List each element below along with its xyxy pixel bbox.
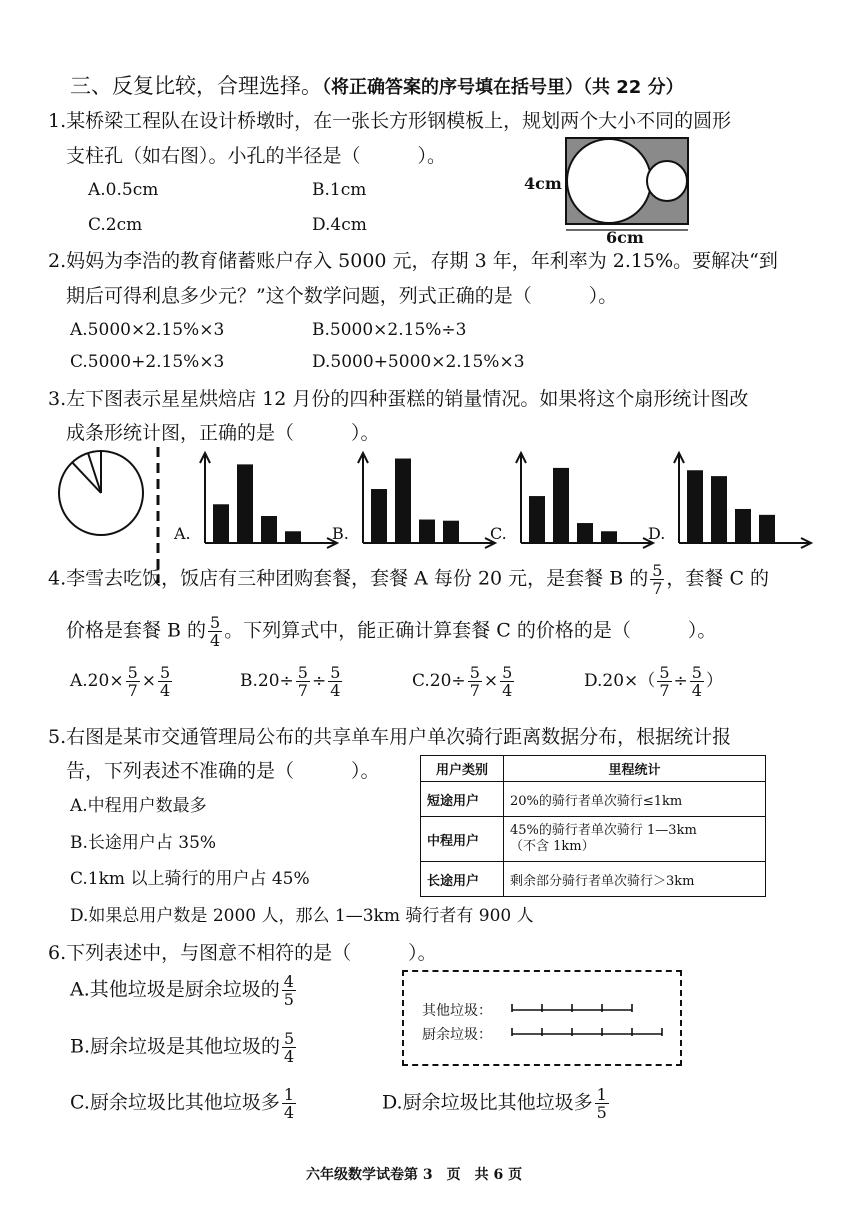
q2-line1: 2.妈妈为李浩的教育储蓄账户存入 5000 元，存期 3 年，年利率为 2.15%。要解决“到 <box>48 250 778 272</box>
q4-line2-text: 价格是套餐 B 的 <box>66 619 207 642</box>
q2-option-b[interactable]: B.5000×2.15%÷3 <box>312 320 467 340</box>
table-header-row <box>421 756 766 782</box>
q5-option-d[interactable]: D.如果总用户数是 2000 人，那么 1—3km 骑行者有 900 人 <box>70 906 534 926</box>
q6-option-d[interactable]: D.厨余垃圾比其他垃圾多 $\frac{1}{5}$ <box>382 1085 607 1122</box>
q1-option-c[interactable]: C.2cm <box>88 215 143 235</box>
table-header-mileage: 里程统计 <box>504 756 766 782</box>
q6-segment-diagram <box>402 970 682 1066</box>
q4-line1-text: 4.李雪去吃饭，饭店有三种团购套餐，套餐 A 每份 20 元，是套餐 B 的 <box>48 567 649 590</box>
q5-option-c[interactable]: C.1km 以上骑行的用户占 45% <box>70 869 310 889</box>
section-heading <box>70 70 684 100</box>
section-title: 三、反复比较，合理选择。 <box>70 74 322 98</box>
bar <box>261 516 277 543</box>
q5-option-b[interactable]: B.长途用户占 35% <box>70 833 217 853</box>
table-row: 中程用户 45%的骑行者单次骑行 1—3km （不含 1km） <box>421 817 766 862</box>
q1-option-d[interactable]: D.4cm <box>312 215 367 235</box>
q4-line2 <box>66 614 716 649</box>
bar <box>443 521 459 543</box>
q1-fig-height-label: 4cm <box>524 174 562 193</box>
bar <box>759 515 775 543</box>
q2-option-d[interactable]: D.5000+5000×2.15%×3 <box>312 352 525 372</box>
bar <box>735 509 751 543</box>
q5-stats-table <box>420 755 766 897</box>
bar <box>237 464 253 543</box>
q6-option-a[interactable]: A.其他垃圾是厨余垃圾的 $\frac{4}{5}$ <box>70 972 294 1009</box>
q2-line2: 期后可得利息多少元？”这个数学问题，列式正确的是（ ）。 <box>66 285 618 307</box>
q6-option-c[interactable]: C.厨余垃圾比其他垃圾多 $\frac{1}{4}$ <box>70 1085 295 1122</box>
q4-option-b[interactable]: B.20÷ $\frac{5}{7}$ ÷ $\frac{5}{4}$ <box>240 663 341 700</box>
q6-option-b[interactable]: B.厨余垃圾是其他垃圾的 $\frac{5}{4}$ <box>70 1029 295 1066</box>
q3-label-c[interactable]: C. <box>490 524 507 543</box>
q5-option-a[interactable]: A.中程用户数最多 <box>70 796 207 816</box>
bar <box>213 504 229 543</box>
q4-line2-tail: 。下列算式中，能正确计算套餐 C 的价格的是（ ）。 <box>224 619 717 642</box>
q4-option-c[interactable]: C.20÷ $\frac{5}{7}$ × $\frac{5}{4}$ <box>412 663 513 700</box>
q4-option-a[interactable]: A.20× $\frac{5}{7}$ × $\frac{5}{4}$ <box>70 663 171 700</box>
q5-line2: 告，下列表述不准确的是（ ）。 <box>66 760 380 782</box>
page-footer: 六年级数学试卷第 3 页 共 6 页 <box>306 1167 523 1183</box>
large-hole-circle <box>567 139 651 223</box>
bar <box>285 531 301 543</box>
table-row: 长途用户 剩余部分骑行者单次骑行＞3km <box>421 862 766 897</box>
bar <box>577 523 593 543</box>
bar <box>711 476 727 543</box>
q4-fraction-5-4: $\frac{5}{4}$ <box>210 613 221 650</box>
q4-option-d[interactable]: D.20×（ $\frac{5}{7}$ ÷ $\frac{5}{4}$ ） <box>584 663 723 700</box>
q2-option-c[interactable]: C.5000+2.15%×3 <box>70 352 225 372</box>
bar <box>419 520 435 543</box>
q5-line1: 5.右图是某市交通管理局公布的共享单车用户单次骑行距离数据分布，根据统计报 <box>48 726 732 748</box>
table-header-category: 用户类别 <box>421 756 504 782</box>
bar <box>395 459 411 543</box>
bar <box>601 531 617 543</box>
q2-option-a[interactable]: A.5000×2.15%×3 <box>70 320 225 340</box>
segment-lines <box>510 1000 670 1048</box>
other-garbage-label: 其他垃圾： <box>422 1003 492 1019</box>
food-garbage-label: 厨余垃圾： <box>422 1027 492 1043</box>
table-row: 短途用户 20%的骑行者单次骑行≤1km <box>421 782 766 817</box>
q4-line1 <box>48 562 769 597</box>
q1-line2: 支柱孔（如右图）。小孔的半径是（ ）。 <box>66 145 447 167</box>
q3-line2: 成条形统计图，正确的是（ ）。 <box>66 422 380 444</box>
q1-line1: 1.某桥梁工程队在设计桥墩时，在一张长方形钢模板上，规划两个大小不同的圆形 <box>48 110 732 132</box>
q1-circle-figure <box>560 134 695 234</box>
q1-option-a[interactable]: A.0.5cm <box>88 180 159 200</box>
q1-option-b[interactable]: B.1cm <box>312 180 367 200</box>
q6-line1: 6.下列表述中，与图意不相符的是（ ）。 <box>48 942 437 964</box>
bar <box>687 470 703 543</box>
q3-line1: 3.左下图表示星星烘焙店 12 月份的四种蛋糕的销量情况。如果将这个扇形统计图改 <box>48 388 749 410</box>
small-hole-circle <box>647 161 687 201</box>
q3-label-b[interactable]: B. <box>332 524 349 543</box>
q3-label-a[interactable]: A. <box>174 524 191 543</box>
q1-fig-width-label: 6cm <box>606 228 644 247</box>
q4-line1-tail: ，套餐 C 的 <box>666 567 770 590</box>
bar <box>553 468 569 543</box>
section-note: （将正确答案的序号填在括号里）（共 22 分） <box>322 77 684 98</box>
q4-fraction-5-7: $\frac{5}{7}$ <box>652 561 663 598</box>
bar <box>371 489 387 543</box>
q3-label-d[interactable]: D. <box>648 524 666 543</box>
bar <box>529 496 545 543</box>
